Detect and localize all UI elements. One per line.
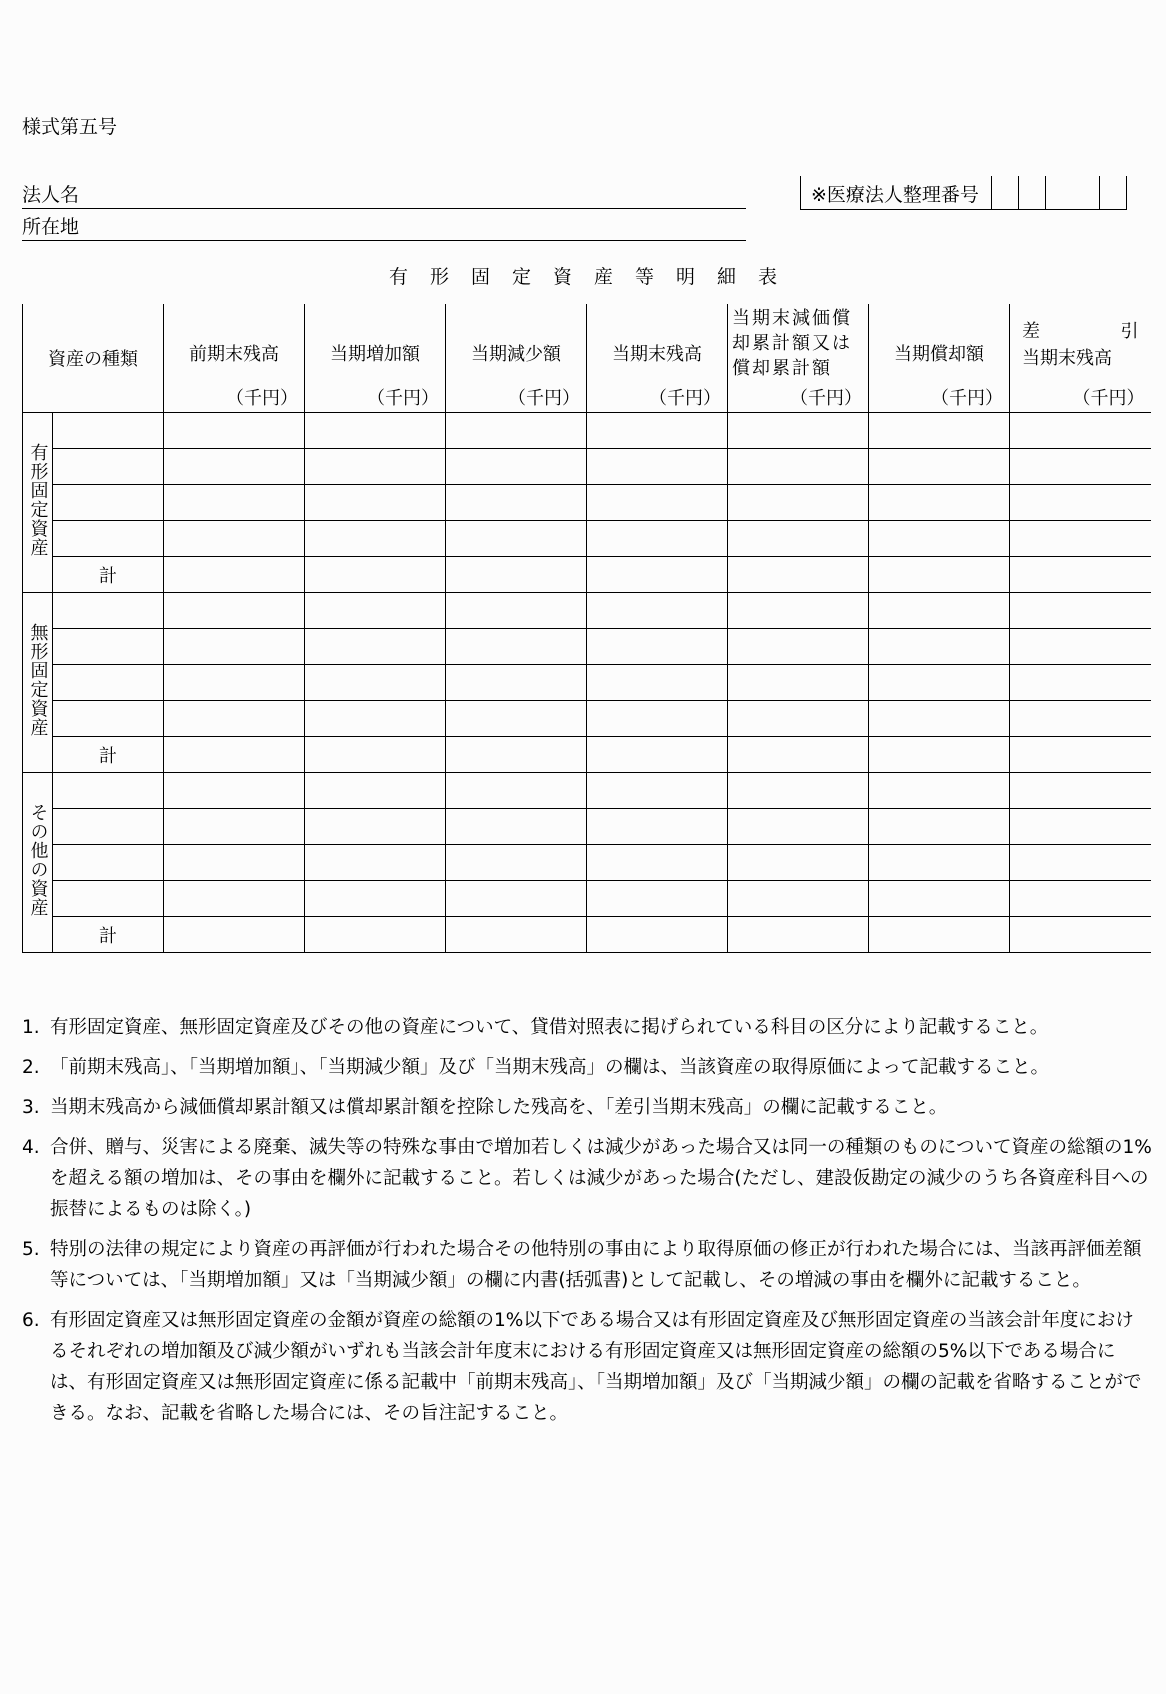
table-row [23, 665, 1151, 701]
amount-cell[interactable] [728, 773, 869, 809]
amount-cell[interactable] [728, 521, 869, 557]
amount-cell[interactable] [446, 413, 587, 449]
amount-cell[interactable] [164, 917, 305, 953]
amount-cell[interactable] [446, 881, 587, 917]
amount-cell[interactable] [164, 557, 305, 593]
amount-cell[interactable] [446, 701, 587, 737]
amount-cell[interactable] [869, 773, 1010, 809]
header-increase [305, 304, 446, 413]
amount-cell[interactable] [446, 557, 587, 593]
amount-cell[interactable] [1010, 845, 1151, 881]
header-asset-type [23, 304, 164, 413]
notes-section [22, 1012, 1152, 1438]
amount-cell[interactable] [869, 737, 1010, 773]
note-item [22, 1132, 1152, 1225]
note-number: 4. [22, 1137, 40, 1158]
amount-cell[interactable] [164, 737, 305, 773]
header-line: 差 [1022, 321, 1040, 342]
amount-cell[interactable] [728, 593, 869, 629]
note-text: 有形固定資産、無形固定資産及びその他の資産について、貸借対照表に掲げられている科目の区分により記載すること。 [50, 1017, 1049, 1038]
asset-item-cell[interactable] [53, 809, 164, 845]
registration-number-box [800, 176, 1127, 210]
amount-cell[interactable] [869, 809, 1010, 845]
asset-item-cell[interactable] [53, 593, 164, 629]
address-label: 所在地 [22, 216, 80, 238]
document-title: 有形固定資産等明細表 [388, 266, 799, 288]
amount-cell[interactable] [164, 845, 305, 881]
total-label: 計 [99, 925, 117, 947]
asset-item-cell[interactable] [53, 485, 164, 521]
amount-cell[interactable] [587, 701, 728, 737]
amount-cell[interactable] [869, 485, 1010, 521]
amount-cell[interactable] [164, 449, 305, 485]
header-accumulated-depreciation [728, 304, 869, 413]
amount-cell[interactable] [728, 845, 869, 881]
amount-cell[interactable] [728, 737, 869, 773]
header-label: 資産の種類 [48, 349, 138, 370]
table-row [23, 773, 1151, 809]
asset-item-cell[interactable] [53, 413, 164, 449]
amount-cell[interactable] [164, 629, 305, 665]
amount-cell[interactable] [305, 809, 446, 845]
header-label [1010, 318, 1151, 372]
amount-cell[interactable] [869, 917, 1010, 953]
address-field[interactable] [22, 214, 746, 241]
amount-cell[interactable] [305, 773, 446, 809]
amount-cell[interactable] [587, 917, 728, 953]
table-row [23, 881, 1151, 917]
note-number: 1. [22, 1017, 40, 1038]
amount-cell[interactable] [587, 485, 728, 521]
total-label-cell[interactable] [53, 917, 164, 953]
amount-cell[interactable] [587, 809, 728, 845]
amount-cell[interactable] [728, 809, 869, 845]
amount-cell[interactable] [446, 773, 587, 809]
section-label-cell [23, 413, 53, 593]
amount-cell[interactable] [869, 413, 1010, 449]
note-item [22, 1305, 1152, 1429]
table-header-row [23, 304, 1151, 413]
amount-cell[interactable] [587, 521, 728, 557]
unit-label: （千円） [649, 388, 721, 409]
total-label-cell[interactable] [53, 557, 164, 593]
amount-cell[interactable] [305, 701, 446, 737]
amount-cell[interactable] [305, 449, 446, 485]
amount-cell[interactable] [1010, 557, 1151, 593]
amount-cell[interactable] [305, 557, 446, 593]
amount-cell[interactable] [587, 665, 728, 701]
note-number: 3. [22, 1097, 40, 1118]
header-label: 当期償却額 [894, 344, 984, 365]
amount-cell[interactable] [869, 557, 1010, 593]
table-row [23, 413, 1151, 449]
amount-cell[interactable] [587, 845, 728, 881]
table-row [23, 629, 1151, 665]
table-row [23, 845, 1151, 881]
header-line: 当期末減価償 [732, 308, 852, 329]
amount-cell[interactable] [305, 413, 446, 449]
amount-cell[interactable] [728, 449, 869, 485]
registration-digit-box[interactable] [1019, 176, 1046, 209]
amount-cell[interactable] [1010, 773, 1151, 809]
registration-number-label: ※医療法人整理番号 [801, 176, 992, 209]
amount-cell[interactable] [1010, 737, 1151, 773]
unit-label: （千円） [367, 388, 439, 409]
section-label: その他の資産 [27, 803, 49, 917]
note-item [22, 1092, 1152, 1123]
table-row [23, 809, 1151, 845]
table-total-row [23, 917, 1151, 953]
amount-cell[interactable] [164, 809, 305, 845]
amount-cell[interactable] [1010, 629, 1151, 665]
amount-cell[interactable] [446, 485, 587, 521]
amount-cell[interactable] [164, 881, 305, 917]
amount-cell[interactable] [587, 413, 728, 449]
header-current-balance [587, 304, 728, 413]
asset-item-cell[interactable] [53, 701, 164, 737]
amount-cell[interactable] [587, 629, 728, 665]
header-label [728, 306, 868, 381]
asset-schedule-table [22, 304, 1151, 953]
table-row [23, 521, 1151, 557]
amount-cell[interactable] [869, 881, 1010, 917]
amount-cell[interactable] [587, 737, 728, 773]
amount-cell[interactable] [1010, 449, 1151, 485]
corporation-name-label: 法人名 [22, 184, 80, 206]
note-text: 特別の法律の規定により資産の再評価が行われた場合その他特別の事由により取得原価の修正が行われた場合には、当該再評価差額等については、「当期増加額」又は「当期減少額」の欄に内書(括弧書)として記載し、その増減の事由を欄外に記載すること。 [50, 1239, 1142, 1291]
amount-cell[interactable] [869, 449, 1010, 485]
note-text: 有形固定資産又は無形固定資産の金額が資産の総額の1%以下である場合又は有形固定資産及び無形固定資産の当該会計年度におけるそれぞれの増加額及び減少額がいずれも当該会計年度末における有形固定資産又は無形固定資産の総額の5%以下である場合には、有形固定資産又は無形固定資産に係る記載中「前期末残高」、「当期増加額」及び「当期減少額」の欄の記載を省略することができる。なお、記載を省略した場合には、その旨注記すること。 [50, 1310, 1142, 1424]
amount-cell[interactable] [728, 485, 869, 521]
note-text: 当期末残高から減価償却累計額又は償却累計額を控除した残高を、「差引当期末残高」の欄に記載すること。 [50, 1097, 948, 1118]
amount-cell[interactable] [728, 881, 869, 917]
header-depreciation [869, 304, 1010, 413]
note-text: 合併、贈与、災害による廃棄、滅失等の特殊な事由で増加若しくは減少があった場合又は同一の種類のものについて資産の総額の1%を超える額の増加は、その事由を欄外に記載すること。若しくは減少があった場合(ただし、建設仮勘定の減少のうち各資産科目への振替によるものは除く。) [50, 1137, 1152, 1220]
amount-cell[interactable] [446, 737, 587, 773]
total-label: 計 [99, 745, 117, 767]
corporation-name-field[interactable] [22, 182, 746, 209]
amount-cell[interactable] [587, 773, 728, 809]
amount-cell[interactable] [305, 845, 446, 881]
note-item [22, 1012, 1152, 1043]
amount-cell[interactable] [305, 917, 446, 953]
amount-cell[interactable] [164, 485, 305, 521]
amount-cell[interactable] [869, 845, 1010, 881]
amount-cell[interactable] [446, 845, 587, 881]
table-row [23, 449, 1151, 485]
table-row [23, 701, 1151, 737]
section-label-cell [23, 773, 53, 953]
section-label: 無形固定資産 [27, 623, 49, 737]
asset-item-cell[interactable] [53, 521, 164, 557]
note-number: 2. [22, 1057, 40, 1078]
amount-cell[interactable] [446, 629, 587, 665]
amount-cell[interactable] [869, 629, 1010, 665]
note-number: 5. [22, 1239, 40, 1260]
unit-label: （千円） [931, 388, 1003, 409]
table-total-row [23, 557, 1151, 593]
amount-cell[interactable] [869, 701, 1010, 737]
header-label: 当期末残高 [612, 344, 702, 365]
amount-cell[interactable] [164, 665, 305, 701]
header-label: 前期末残高 [189, 344, 279, 365]
header-net-balance [1010, 304, 1151, 413]
section-label: 有形固定資産 [27, 443, 49, 557]
amount-cell[interactable] [446, 809, 587, 845]
unit-label: （千円） [508, 388, 580, 409]
amount-cell[interactable] [446, 917, 587, 953]
amount-cell[interactable] [1010, 485, 1151, 521]
asset-item-cell[interactable] [53, 845, 164, 881]
header-label: 当期増加額 [330, 344, 420, 365]
asset-item-cell[interactable] [53, 773, 164, 809]
amount-cell[interactable] [1010, 917, 1151, 953]
amount-cell[interactable] [728, 917, 869, 953]
amount-cell[interactable] [587, 557, 728, 593]
asset-item-cell[interactable] [53, 449, 164, 485]
header-line: 引 [1120, 321, 1139, 342]
amount-cell[interactable] [446, 449, 587, 485]
form-number: 様式第五号 [22, 116, 118, 138]
amount-cell[interactable] [587, 881, 728, 917]
amount-cell[interactable] [728, 701, 869, 737]
amount-cell[interactable] [305, 665, 446, 701]
header-line: 償却累計額 [732, 358, 832, 379]
amount-cell[interactable] [1010, 809, 1151, 845]
unit-label: （千円） [1072, 388, 1145, 409]
table-row [23, 485, 1151, 521]
amount-cell[interactable] [1010, 701, 1151, 737]
amount-cell[interactable] [164, 593, 305, 629]
amount-cell[interactable] [446, 521, 587, 557]
amount-cell[interactable] [164, 701, 305, 737]
asset-item-cell[interactable] [53, 881, 164, 917]
amount-cell[interactable] [728, 665, 869, 701]
amount-cell[interactable] [869, 593, 1010, 629]
asset-item-cell[interactable] [53, 665, 164, 701]
amount-cell[interactable] [305, 881, 446, 917]
section-label-cell [23, 593, 53, 773]
amount-cell[interactable] [728, 557, 869, 593]
note-text: 「前期末残高」、「当期増加額」、「当期減少額」及び「当期末残高」の欄は、当該資産の取得原価によって記載すること。 [50, 1057, 1050, 1078]
header-line: 当期末残高 [1022, 348, 1112, 369]
amount-cell[interactable] [1010, 665, 1151, 701]
registration-digit-box[interactable] [1046, 176, 1100, 209]
total-label: 計 [99, 565, 117, 587]
total-label-cell[interactable] [53, 737, 164, 773]
amount-cell[interactable] [164, 773, 305, 809]
amount-cell[interactable] [305, 485, 446, 521]
header-label: 当期減少額 [471, 344, 561, 365]
header-line: 却累計額又は [732, 333, 852, 354]
table-total-row [23, 737, 1151, 773]
note-item [22, 1052, 1152, 1083]
amount-cell[interactable] [587, 449, 728, 485]
unit-label: （千円） [790, 388, 862, 409]
amount-cell[interactable] [1010, 413, 1151, 449]
amount-cell[interactable] [446, 593, 587, 629]
header-decrease [446, 304, 587, 413]
note-number: 6. [22, 1310, 40, 1331]
registration-digit-box[interactable] [992, 176, 1019, 209]
amount-cell[interactable] [305, 521, 446, 557]
amount-cell[interactable] [305, 629, 446, 665]
amount-cell[interactable] [305, 737, 446, 773]
amount-cell[interactable] [1010, 593, 1151, 629]
amount-cell[interactable] [164, 521, 305, 557]
amount-cell[interactable] [728, 413, 869, 449]
amount-cell[interactable] [305, 593, 446, 629]
amount-cell[interactable] [1010, 881, 1151, 917]
amount-cell[interactable] [587, 593, 728, 629]
note-item [22, 1234, 1152, 1296]
table-row [23, 593, 1151, 629]
asset-item-cell[interactable] [53, 629, 164, 665]
registration-digit-box[interactable] [1100, 176, 1127, 209]
amount-cell[interactable] [869, 665, 1010, 701]
amount-cell[interactable] [1010, 521, 1151, 557]
header-prior-balance [164, 304, 305, 413]
amount-cell[interactable] [869, 521, 1010, 557]
unit-label: （千円） [226, 388, 298, 409]
amount-cell[interactable] [164, 413, 305, 449]
amount-cell[interactable] [446, 665, 587, 701]
amount-cell[interactable] [728, 629, 869, 665]
